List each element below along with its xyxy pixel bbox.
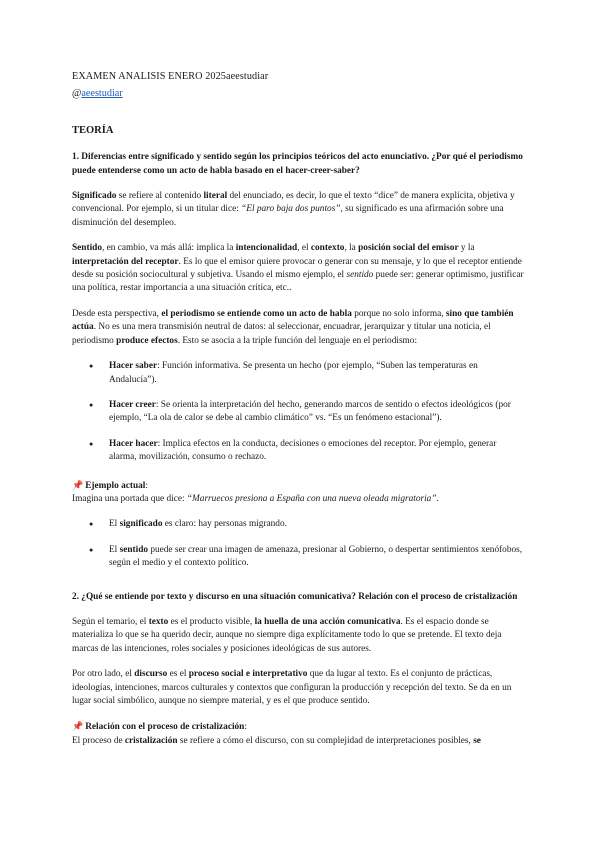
example-title: Ejemplo actual xyxy=(85,480,146,491)
term-sentido: Sentido xyxy=(72,243,102,254)
at-symbol: @ xyxy=(72,88,82,100)
relation-heading xyxy=(72,720,524,734)
example-heading xyxy=(72,479,524,493)
term-hacer-creer: Hacer creer xyxy=(109,399,156,410)
text-run: , la xyxy=(344,243,359,254)
term-produce-efectos: produce efectos xyxy=(116,335,178,346)
text-run: se refiere a cómo el discurso, con su complejidad de interpretaciones posibles, xyxy=(177,735,474,746)
text-run: : Función informativa. Se presenta un hecho (por ejemplo, “Suben las temperaturas en Andalucía”). xyxy=(109,361,478,385)
text-run: : Implica efectos en la conducta, decisiones o emociones del receptor. Por ejemplo, generar alarma, movilización, consumo o rechazo. xyxy=(109,438,497,463)
question-1-title: 1. Diferencias entre significado y sentido según los principios teóricos del acto enunciativo. ¿Por qué el periodismo puede entenderse como un acto de habla basado en el hacer-creer-saber? xyxy=(72,152,523,176)
text-run: se refiere al contenido xyxy=(116,191,204,202)
term-tambien-actua: sino que también actúa xyxy=(72,308,514,333)
text-run: y la xyxy=(458,243,475,254)
text-run: . xyxy=(436,493,439,504)
text-run: : xyxy=(244,722,247,733)
text-run: : Se orienta la interpretación del hecho, generando marcos de sentido o efectos ideológicos (por ejemplo, “La ola de calor se debe al cambio climático” vs. “Es un fenómeno estacional”). xyxy=(109,399,511,424)
text-run: , en cambio, va más allá: implica la xyxy=(101,243,236,254)
text-run: del enunciado, es decir, lo que el texto “dice” de manera explícita, objetiva y convencional. Por ejemplo, si un titular dice: xyxy=(72,191,515,215)
q1-paragraph-significado xyxy=(72,190,524,230)
document-title: EXAMEN ANALISIS ENERO 2025aeestudiar xyxy=(72,71,269,82)
term-hacer-hacer: Hacer hacer xyxy=(109,438,158,449)
text-run: es el xyxy=(167,669,189,680)
q1-paragraph-sentido xyxy=(72,242,524,296)
text-run: El proceso de xyxy=(72,735,125,746)
example-headline-quote: “Marruecos presiona a España con una nueva oleada migratoria” xyxy=(186,493,437,504)
term-significado: significado xyxy=(119,519,163,530)
pushpin-icon: 📌 xyxy=(72,721,84,732)
q1-paragraph-perspectiva xyxy=(72,308,524,348)
functions-list xyxy=(72,360,524,464)
q2-paragraph-discurso xyxy=(72,668,524,708)
term-discurso: discurso xyxy=(134,669,168,680)
text-run: Por otro lado, el xyxy=(72,669,135,680)
example-block xyxy=(72,479,524,571)
text-run: . Es lo que el emisor quiere provocar o generar con su mensaje, y lo que el receptor entiende desde su posición sociocultural y subjetiva. Usando el mismo ejemplo, el xyxy=(72,256,522,281)
q2-paragraph-cristalizacion xyxy=(72,735,524,748)
example-lead xyxy=(72,493,524,506)
term-hacer-saber: Hacer saber xyxy=(109,361,158,372)
term-posicion-social: posición social del emisor xyxy=(358,243,459,254)
term-contexto: contexto xyxy=(310,243,345,254)
term-intencionalidad: intencionalidad xyxy=(235,243,298,254)
author-line xyxy=(72,87,524,101)
term-sentido: sentido xyxy=(119,544,149,555)
text-run: Imagina una portada que dice: xyxy=(72,493,187,504)
term-texto: texto xyxy=(148,616,169,627)
term-cristalizacion: cristalización xyxy=(124,735,178,746)
q2-paragraph-texto xyxy=(72,616,524,656)
list-item xyxy=(109,399,524,426)
text-run: Según el temario, el xyxy=(72,616,149,627)
example-list xyxy=(72,518,524,570)
term-se: se xyxy=(473,735,481,746)
document-header xyxy=(72,70,524,102)
text-run: porque no solo informa, xyxy=(351,308,446,319)
text-run: es claro: hay personas migrando. xyxy=(162,519,287,530)
text-run: , el xyxy=(297,243,311,254)
author-handle-link[interactable]: aeestudiar xyxy=(81,88,123,100)
italic-sentido: sentido xyxy=(346,270,374,281)
term-significado: Significado xyxy=(72,191,117,202)
term-proceso-social: proceso social e interpretativo xyxy=(188,669,308,680)
pushpin-icon: 📌 xyxy=(72,479,84,490)
example-quote: “El paro baja dos puntos” xyxy=(241,204,341,215)
text-run: El xyxy=(109,519,120,530)
text-run: puede ser: generar optimismo, justificar una política, restar importancia a una situación crítica, etc.. xyxy=(72,270,524,294)
term-acto-de-habla: el periodismo se entiende como un acto de habla xyxy=(161,308,352,319)
text-run: es el producto visible, xyxy=(168,616,255,627)
text-run: . Esto se asocia a la triple función del lenguaje en el periodismo: xyxy=(177,335,418,346)
list-item xyxy=(109,360,524,387)
text-run: que da lugar al texto. Es el conjunto de prácticas, ideologías, intenciones, marcos culturales y contextos que configuran la producción y recepción del texto. Se da en un lugar social simbólico, aunque no siempre material, y es el que produce sentido. xyxy=(72,669,512,706)
text-run: puede ser crear una imagen de amenaza, presionar al Gobierno, o despertar sentimientos xenófobos, según el medio y el contexto político. xyxy=(109,544,523,569)
text-run: Desde esta perspectiva, xyxy=(72,308,162,319)
list-item xyxy=(109,518,524,531)
text-run: , su significado es una afirmación sobre una disminución del desempleo. xyxy=(72,204,504,228)
term-literal: literal xyxy=(203,191,228,202)
term-interpretacion: interpretación del receptor xyxy=(72,256,179,267)
term-huella: la huella de una acción comunicativa xyxy=(254,616,401,627)
text-run: . Es el espacio donde se materializa lo que se ha querido decir, aunque no siempre diga explícitamente todo lo que se pretende. El texto deja marcas de las intenciones, roles sociales y posiciones ideológicas de sus autores. xyxy=(72,616,502,654)
section-title: TEORÍA xyxy=(72,124,114,136)
list-item xyxy=(109,544,524,571)
list-item xyxy=(109,438,524,465)
text-run: El xyxy=(109,544,120,555)
text-run: : xyxy=(145,480,148,491)
relation-title: Relación con el proceso de cristalización xyxy=(85,722,245,733)
text-run: . No es una mera transmisión neutral de datos: al seleccionar, encuadrar, jerarquizar y titular una noticia, el periodismo xyxy=(72,322,491,346)
question-2-title: 2. ¿Qué se entiende por texto y discurso en una situación comunicativa? Relación con el proceso de cristalización xyxy=(72,591,518,602)
